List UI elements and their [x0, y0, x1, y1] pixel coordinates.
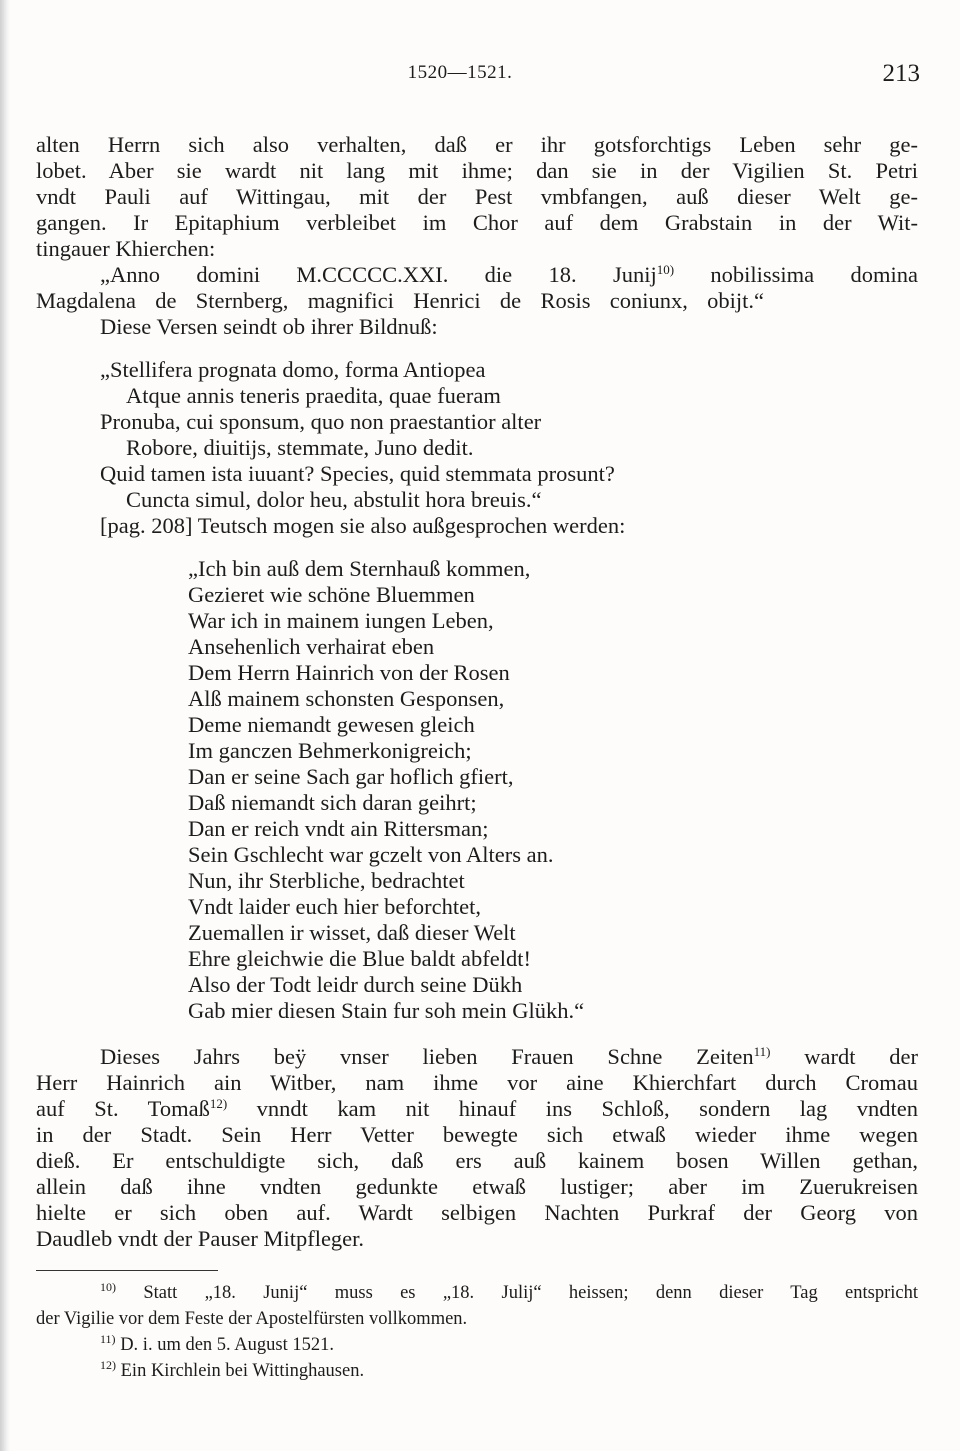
- paragraph2-line-1: Dieses Jahrs beÿ vnser lieben Frauen Schne Zeiten$^{11)}$ wardt der: [100, 1044, 918, 1069]
- paragraph1-line-5: tingauer Khierchen:: [36, 236, 216, 261]
- footnote-12: $^{12)}$ Ein Kirchlein bei Wittinghausen.: [100, 1358, 365, 1381]
- poem-line-7: Deme niemandt gewesen gleich: [188, 712, 475, 737]
- poem-line-16: Ehre gleichwie die Blue baldt abfeldt!: [188, 946, 531, 971]
- poem-line-12: Sein Gschlecht war gczelt von Alters an.: [188, 842, 554, 867]
- footnote-mark-10: 10): [100, 1280, 116, 1294]
- footnote-divider: [36, 1270, 218, 1271]
- translation-intro: [pag. 208] Teutsch mogen sie also außgesprochen werden:: [100, 513, 626, 538]
- poem-line-17: Also der Todt leidr durch seine Dükh: [188, 972, 523, 997]
- latin-verse-2: Atque annis teneris praedita, quae fueram: [126, 383, 501, 408]
- poem-line-18: Gab mier diesen Stain fur soh mein Glükh.“: [188, 998, 585, 1023]
- epitaph-line-1: „Anno domini M.CCCCC.XXI. die 18. Junij$^{10)}$ nobilissima domina: [100, 262, 918, 287]
- paragraph1-line-3: vndt Pauli auf Wittingau, mit der Pest vmbfangen, auß dieser Welt ge-: [36, 184, 918, 209]
- paragraph1-line-2: lobet. Aber sie wardt nit lang mit ihme; dan sie in der Vigilien St. Petri: [36, 158, 918, 183]
- poem-line-3: War ich in mainem iungen Leben,: [188, 608, 494, 633]
- latin-verse-6: Cuncta simul, dolor heu, abstulit hora breuis.“: [126, 487, 542, 512]
- poem-line-1: „Ich bin auß dem Sternhauß kommen,: [188, 556, 531, 581]
- latin-verse-5: Quid tamen ista iuuant? Species, quid stemmata prosunt?: [100, 461, 615, 486]
- paragraph1-line-1: alten Herrn sich also verhalten, daß er ihr gotsforchtigs Leben sehr ge-: [36, 132, 918, 157]
- footnote-10-line-2: der Vigilie vor dem Feste der Apostelfürsten vollkommen.: [36, 1309, 468, 1329]
- paragraph2-line-2: Herr Hainrich ain Witber, nam ihme vor aine Khierchfart durch Cromau: [36, 1070, 918, 1095]
- poem-line-14: Vndt laider euch hier beforchtet,: [188, 894, 481, 919]
- footnote-mark-12: 12): [100, 1358, 116, 1372]
- footnote-10-line-1: $^{10)}$ Statt „18. Junij“ muss es „18. Julij“ heissen; denn dieser Tag entspricht: [100, 1280, 919, 1303]
- latin-verse-4: Robore, diuitijs, stemmate, Juno dedit.: [126, 435, 474, 460]
- poem-line-8: Im ganczen Behmerkonigreich;: [188, 738, 472, 763]
- footnote-11: $^{11)}$ D. i. um den 5. August 1521.: [100, 1332, 334, 1355]
- poem-line-13: Nun, ihr Sterbliche, bedrachtet: [188, 868, 465, 893]
- footnote-ref-11: 11): [753, 1044, 771, 1059]
- running-title: 1520—1521.: [407, 62, 513, 83]
- intro-verses: Diese Versen seindt ob ihrer Bildnuß:: [100, 314, 438, 339]
- scan-shadow-edge: [0, 0, 10, 1451]
- paragraph2-line-3: auf St. Tomaß$^{12)}$ vnndt kam nit hinauf ins Schloß, sondern lag vndten: [36, 1096, 918, 1121]
- paragraph2-line-6: allein daß ihne vndten gedunkte etwaß lustiger; aber im Zuerukreisen: [36, 1174, 918, 1199]
- poem-line-2: Gezieret wie schöne Bluemmen: [188, 582, 475, 607]
- footnote-ref-10: 10): [656, 262, 675, 277]
- latin-verse-3: Pronuba, cui sponsum, quo non praestantior alter: [100, 409, 542, 434]
- poem-line-9: Dan er seine Sach gar hoflich gfiert,: [188, 764, 514, 789]
- paragraph1-line-4: gangen. Ir Epitaphium verbleibet im Chor auf dem Grabstain in der Wit-: [36, 210, 918, 235]
- poem-line-6: Alß mainem schonsten Gesponsen,: [188, 686, 505, 711]
- epitaph-line-2: Magdalena de Sternberg, magnifici Henrici de Rosis coniunx, obijt.“: [36, 288, 764, 313]
- poem-line-15: Zuemallen ir wisset, daß dieser Welt: [188, 920, 516, 945]
- paragraph2-line-4: in der Stadt. Sein Herr Vetter bewegte sich etwaß wieder ihme wegen: [36, 1122, 918, 1147]
- poem-line-4: Ansehenlich verhairat eben: [188, 634, 435, 659]
- paragraph2-line-7: hielte er sich oben auf. Wardt selbigen Nachten Purkraf der Georg von: [36, 1200, 918, 1225]
- poem-line-10: Daß niemandt sich daran geihrt;: [188, 790, 477, 815]
- footnote-mark-11: 11): [100, 1332, 116, 1346]
- footnote-ref-12: 12): [209, 1096, 228, 1111]
- page-number: 213: [882, 60, 920, 87]
- paragraph2-line-8: Daudleb vndt der Pauser Mitpfleger.: [36, 1226, 365, 1251]
- poem-line-5: Dem Herrn Hainrich von der Rosen: [188, 660, 510, 685]
- paragraph2-line-5: dieß. Er entschuldigte sich, daß ers auß kainem bosen Willen gethan,: [36, 1148, 918, 1173]
- poem-line-11: Dan er reich vndt ain Rittersman;: [188, 816, 489, 841]
- latin-verse-1: „Stellifera prognata domo, forma Antiopea: [100, 357, 486, 382]
